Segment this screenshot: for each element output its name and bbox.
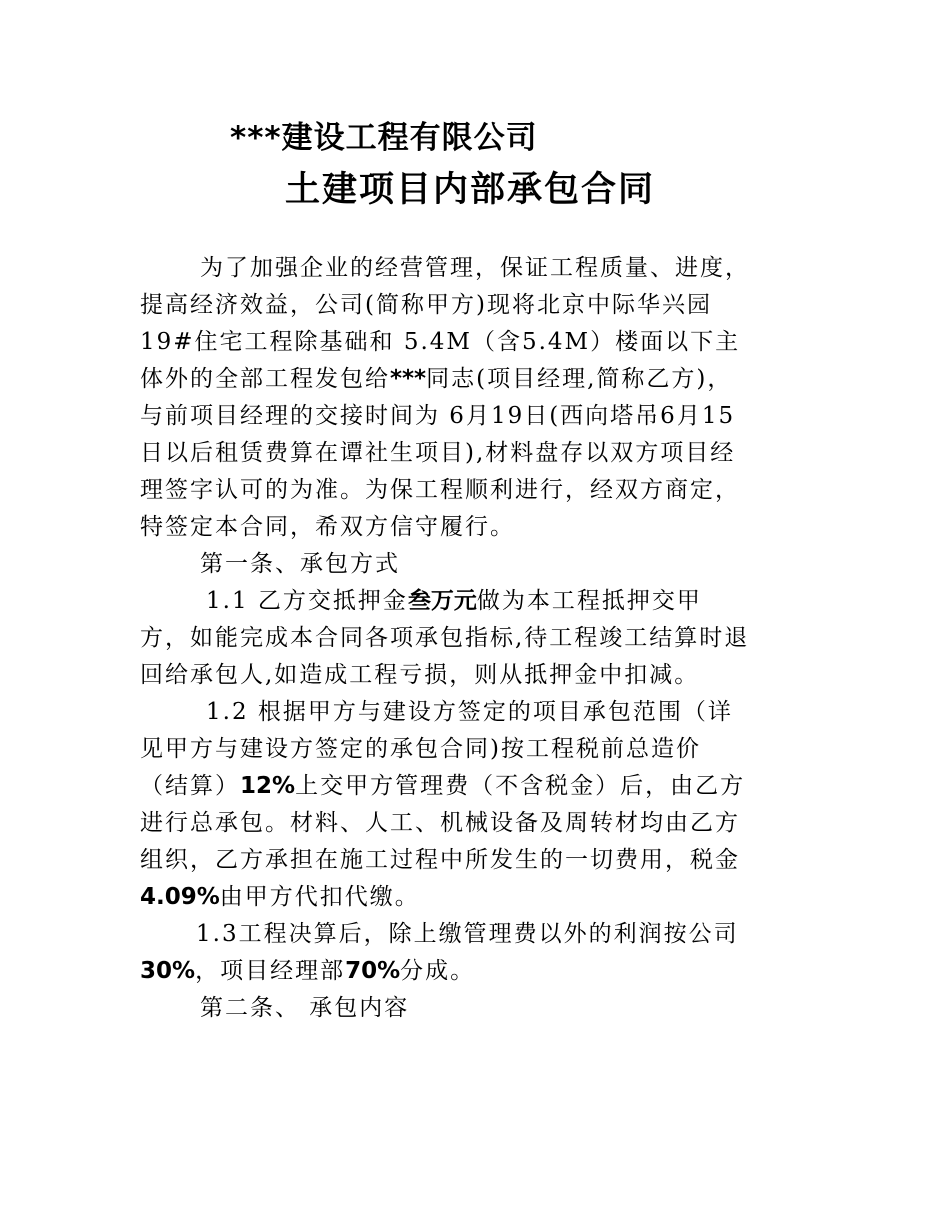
clause-1-2-text-part3: 由甲方代扣代缴。 (219, 884, 420, 910)
manager-profit-share: 70% (345, 958, 401, 984)
company-profit-share: 30% (140, 958, 196, 984)
clause-1-2 (140, 694, 750, 916)
clause-1-2-text-part1: 1.2 根据甲方与建设方签定的项目承包范围（详见甲方与建设方签定的承包合同)按工程税前总造价（结算） (140, 699, 733, 799)
contractor-name: *** (390, 366, 427, 392)
contract-body (140, 250, 750, 1027)
clause-1-3-text-part1: 1.3工程决算后，除上缴管理费以外的利润按公司 (196, 921, 739, 947)
company-title: ***建设工程有限公司 (230, 120, 538, 156)
intro-text-part1: 为了加强企业的经营管理，保证工程质量、进度，提高经济效益，公司(简称甲方)现将北京中际华兴园19#住宅工程除基础和 5.4M（含5.4M）楼面以下主体外的全部工程发包给 (140, 255, 750, 392)
clause-1-3-text-part2: ，项目经理部 (195, 958, 346, 984)
management-fee-rate: 12% (240, 773, 296, 799)
deposit-amount: 叁万元 (407, 588, 477, 614)
clause-1-1-text-part1: 1.1 乙方交抵押金 (206, 588, 408, 614)
clause-1-3-text-part3: 分成。 (400, 958, 476, 984)
article-1-heading: 第一条、承包方式 (200, 551, 400, 577)
clause-1-2-text-part2: 上交甲方管理费（不含税金）后，由乙方进行总承包。材料、人工、机械设备及周转材均由乙方组织，乙方承担在施工过程中所发生的一切费用，税金 (140, 773, 746, 873)
intro-text-part2: 同志(项目经理,简称乙方)，与前项目经理的交接时间为 6月19日(西向塔吊6月15日以后租赁费算在谭社生项目),材料盘存以双方项目经理签字认可的为准。为保工程顺利进行，经双方商定，特签定本合同，希双方信守履行。 (140, 366, 740, 540)
clause-1-3 (140, 916, 750, 990)
article-2-heading: 第二条、 承包内容 (200, 995, 410, 1021)
intro-paragraph (140, 250, 750, 546)
clause-1-1 (140, 583, 750, 694)
clause-1-1-text-part2: 做为本工程抵押交甲方，如能完成本合同各项承包指标,待工程竣工结算时退回给承包人,如造成工程亏损，则从抵押金中扣减。 (140, 588, 750, 688)
contract-title: 土建项目内部承包合同 (285, 170, 656, 210)
tax-rate: 4.09% (140, 884, 220, 910)
